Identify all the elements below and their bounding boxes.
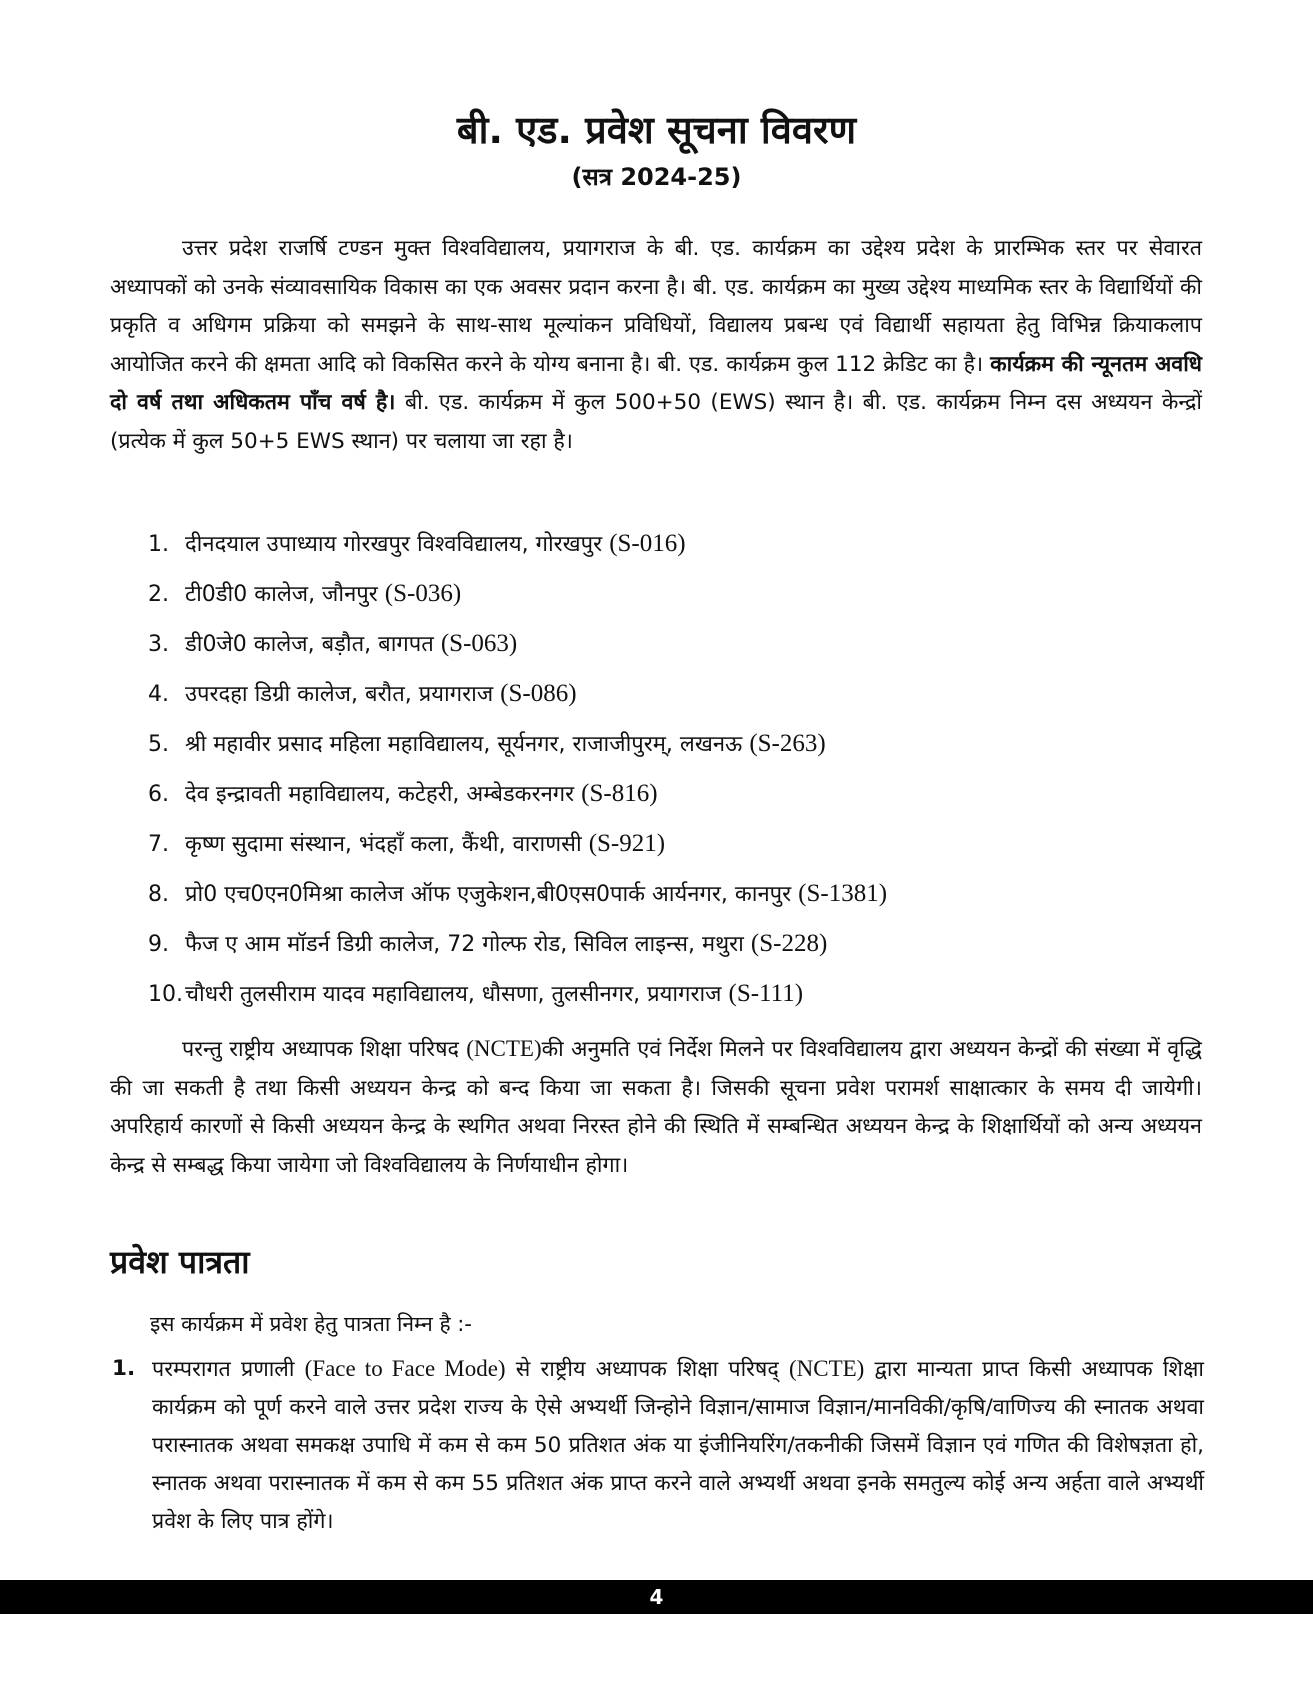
center-name: देव इन्द्रावती महाविद्यालय, कटेहरी, अम्बेडकरनगर (185, 782, 575, 807)
list-item (148, 674, 1208, 724)
page-title: बी. एड. प्रवेश सूचना विवरण (456, 108, 857, 152)
intro-text-2: बी. एड. कार्यक्रम में कुल 500+50 (EWS) स्थान है। बी. एड. कार्यक्रम निम्न दस अध्ययन केन्द्रों (प्रत्येक में कुल 50+5 EWS स्थान) पर चलाया जा रहा है। (110, 390, 1202, 454)
elig-text-2: से राष्ट्रीय अध्यापक शिक्षा परिषद् (515, 1357, 779, 1382)
study-centers-list (148, 524, 1208, 1024)
list-item-number: 4. (148, 682, 169, 707)
list-item-number: 1. (148, 532, 169, 557)
center-code: (S-263) (749, 730, 826, 757)
mode-label: (Face to Face Mode) (304, 1356, 506, 1381)
center-name: दीनदयाल उपाध्याय गोरखपुर विश्वविद्यालय, गोरखपुर (185, 532, 603, 557)
intro-duration-bold: कार्यक्रम की न्यूनतम अवधि दो वर्ष तथा अधिकतम पाँच वर्ष है। (110, 351, 1202, 415)
list-item (148, 874, 1208, 924)
center-name: श्री महावीर प्रसाद महिला महाविद्यालय, सूर्यनगर, राजाजीपुरम्, लखनऊ (185, 732, 743, 757)
center-name: फैज ए आम मॉडर्न डिग्री कालेज, 72 गोल्फ रोड, सिविल लाइन्स, मथुरा (185, 932, 744, 957)
ncte-abbr: (NCTE) (466, 1036, 542, 1061)
list-item-number: 5. (148, 732, 169, 757)
center-code: (S-111) (728, 980, 804, 1007)
session-subtitle: (सत्र 2024-25) (571, 163, 742, 191)
list-item-number: 10. (148, 982, 183, 1007)
center-code: (S-228) (750, 930, 828, 957)
list-item-number: 6. (148, 782, 169, 807)
list-item (148, 974, 1208, 1024)
list-item (148, 924, 1208, 974)
list-item (148, 624, 1208, 674)
list-item (148, 574, 1208, 624)
page-number: 4 (649, 1585, 664, 1609)
center-code: (S-1381) (798, 880, 888, 907)
eligibility-item-text (152, 1350, 1204, 1541)
ncte-paragraph (110, 1030, 1202, 1185)
center-name: उपरदहा डिग्री कालेज, बरौत, प्रयागराज (185, 682, 494, 707)
center-code: (S-921) (588, 830, 666, 857)
ncte-text-2: की अनुमति एवं निर्देश मिलने पर विश्वविद्यालय द्वारा अध्ययन केन्द्रों की संख्या में वृद्धि की जा सकती है तथा किसी अध्ययन केन्द्र को बन्द किया जा सकता है। जिसकी सूचना प्रवेश परामर्श साक्षात्कार के समय दी जायेगी। अपरिहार्य कारणों से किसी अध्ययन केन्द्र के स्थगित अथवा निरस्त होने की स्थिति में सम्बन्धित अध्ययन केन्द्र के शिक्षार्थियों को अन्य अध्ययन केन्द्र से सम्बद्ध किया जायेगा जो विश्वविद्यालय के निर्णयाधीन होगा। (110, 1037, 1202, 1178)
ncte-abbr: (NCTE) (788, 1356, 865, 1381)
center-code: (S-086) (500, 680, 577, 707)
center-name: प्रो0 एच0एन0मिश्रा कालेज ऑफ एजुकेशन,बी0एस0पार्क आर्यनगर, कानपुर (185, 882, 792, 907)
elig-text-3: द्वारा मान्यता प्राप्त किसी अध्यापक शिक्षा कार्यक्रम को पूर्ण करने वाले उत्तर प्रदेश राज्य के ऐसे अभ्यर्थी जिन्होने विज्ञान/सामाज विज्ञान/मानविकी/कृषि/वाणिज्य की स्नातक अथवा परास्नातक अथवा समकक्ष उपाधि में कम से कम 50 प्रतिशत अंक या इंजीनियरिंग/तकनीकी जिसमें विज्ञान एवं गणित की विशेषज्ञता हो, स्नातक अथवा परास्नातक में कम से कम 55 प्रतिशत अंक प्राप्त करने वाले अभ्यर्थी अथवा इनके समतुल्य कोई अन्य अर्हता वाले अभ्यर्थी प्रवेश के लिए पात्र होंगे। (152, 1357, 1204, 1534)
list-item (148, 824, 1208, 874)
center-name: चौधरी तुलसीराम यादव महाविद्यालय, धौसणा, तुलसीनगर, प्रयागराज (185, 982, 722, 1007)
center-code: (S-063) (440, 630, 518, 657)
eligibility-item (112, 1350, 1204, 1541)
page-footer (0, 1580, 1313, 1614)
center-code: (S-016) (609, 530, 686, 557)
ncte-text-1: परन्तु राष्ट्रीय अध्यापक शिक्षा परिषद (182, 1037, 459, 1062)
list-item-number: 9. (148, 932, 169, 957)
list-item (148, 524, 1208, 574)
section-heading-eligibility: प्रवेश पात्रता (110, 1243, 250, 1281)
center-name: डी0जे0 कालेज, बड़ौत, बागपत (185, 632, 434, 657)
intro-text-1: उत्तर प्रदेश राजर्षि टण्डन मुक्त विश्वविद्यालय, प्रयागराज के बी. एड. कार्यक्रम का उद्देश्य प्रदेश के प्रारम्भिक स्तर पर सेवारत अध्यापकों को उनके संव्यावसायिक विकास का एक अवसर प्रदान करना है। बी. एड. कार्यक्रम का मुख्य उद्देश्य माध्यमिक स्तर के विद्यार्थियों की प्रकृति व अधिगम प्रक्रिया को समझने के साथ-साथ मूल्यांकन प्रविधियों, विद्यालय प्रबन्ध एवं विद्यार्थी सहायता हेतु विभिन्न क्रियाकलाप आयोजित करने की क्षमता आदि को विकसित करने के योग्य बनाना है। बी. एड. कार्यक्रम कुल 112 क्रेडिट का है। (110, 236, 1202, 377)
elig-text-1: परम्परागत प्रणाली (152, 1357, 295, 1382)
center-code: (S-816) (581, 780, 658, 807)
eligibility-item-number: 1. (112, 1356, 136, 1381)
eligibility-intro: इस कार्यक्रम में प्रवेश हेतु पात्रता निम्न है :- (150, 1312, 472, 1336)
list-item-number: 3. (148, 632, 169, 657)
list-item (148, 774, 1208, 824)
center-name: टी0डी0 कालेज, जौनपुर (185, 582, 378, 607)
list-item-number: 2. (148, 582, 169, 607)
list-item (148, 724, 1208, 774)
list-item-number: 8. (148, 882, 169, 907)
intro-paragraph (110, 230, 1202, 461)
center-name: कृष्ण सुदामा संस्थान, भंदहाँ कला, कैंथी, वाराणसी (185, 832, 582, 857)
center-code: (S-036) (384, 580, 462, 607)
list-item-number: 7. (148, 832, 169, 857)
